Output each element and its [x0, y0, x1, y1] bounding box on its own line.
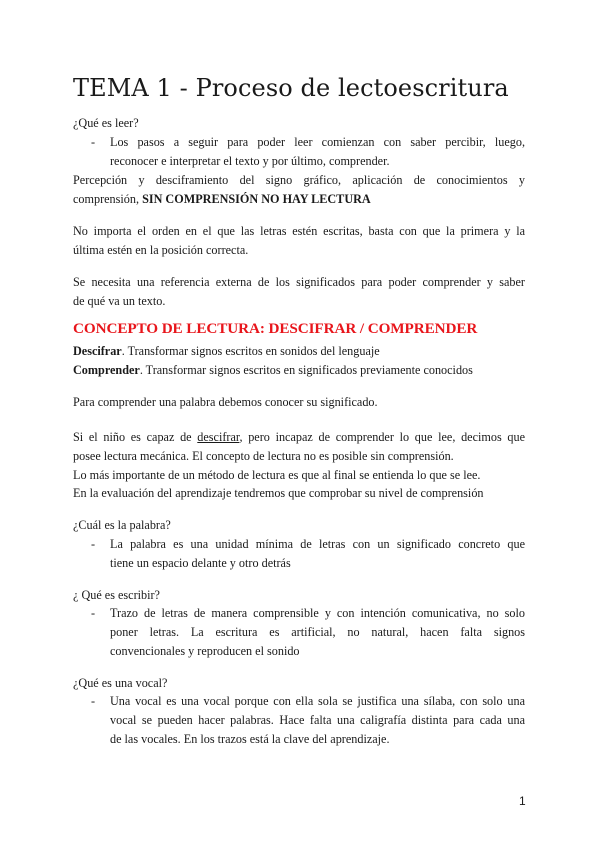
- paragraph-perception-prefix: comprensión,: [73, 192, 143, 206]
- q1-bullet-line-2: reconocer e interpretar el texto y por último, comprender.: [110, 154, 390, 168]
- bullet-dash: -: [91, 135, 96, 149]
- bullet-dash: -: [91, 537, 96, 551]
- paragraph-mechanical-reading-line-3: Lo más importante de un método de lectura es que al final se entienda lo que se lee.: [73, 468, 481, 482]
- mechanical-reading-text-b: , pero incapaz de comprender lo que lee, decimos que: [239, 430, 525, 444]
- bullet-dash: -: [91, 606, 96, 620]
- question-what-is-writing: ¿ Qué es escribir?: [73, 588, 160, 602]
- definition-comprender-text: . Transformar signos escritos en significados previamente conocidos: [139, 363, 473, 377]
- q3-bullet-line-1: Trazo de letras de manera comprensible y con intención comunicativa, no solo: [110, 606, 525, 620]
- section-heading-reading-concept: CONCEPTO DE LECTURA: DESCIFRAR / COMPRENDER: [73, 320, 478, 337]
- page-title: TEMA 1 - Proceso de lectoescritura: [73, 74, 509, 102]
- paragraph-mechanical-reading-line-1: [73, 428, 525, 447]
- q1-bullet-line-1: Los pasos a seguir para poder leer comienzan con saber percibir, luego,: [110, 135, 525, 149]
- q3-bullet-line-2: poner letras. La escritura es artificial, no natural, hacen falta signos: [110, 625, 525, 639]
- mechanical-reading-text-a: Si el niño es capaz de: [73, 430, 198, 444]
- term-descifrar: Descifrar: [73, 344, 122, 358]
- q2-bullet-line-1: La palabra es una unidad mínima de letras con un significado concreto que: [110, 537, 525, 551]
- underlined-descifrar: descifrar: [197, 430, 240, 444]
- paragraph-mechanical-reading-line-2: posee lectura mecánica. El concepto de lectura no es posible sin comprensión.: [73, 449, 454, 463]
- paragraph-mechanical-reading-line-4: En la evaluación del aprendizaje tendremos que comprobar su nivel de comprensión: [73, 486, 484, 500]
- question-what-is-word: ¿Cuál es la palabra?: [73, 518, 171, 532]
- paragraph-letter-order-line-1: No importa el orden en el que las letras estén escritas, basta con que la primera y la: [73, 224, 525, 238]
- q4-bullet-line-2: vocal se pueden hacer palabras. Hace falta una caligrafía distinta para cada una: [110, 713, 525, 727]
- paragraph-perception-line-2: [73, 190, 371, 209]
- term-comprender: Comprender: [73, 363, 140, 377]
- q3-bullet-line-3: convencionales y reproducen el sonido: [110, 644, 300, 658]
- page-number: 1: [519, 794, 526, 808]
- paragraph-external-reference-line-2: de qué va un texto.: [73, 294, 166, 308]
- paragraph-letter-order-line-2: última estén en la posición correcta.: [73, 243, 249, 257]
- question-what-is-reading: ¿Qué es leer?: [73, 116, 139, 130]
- definition-descifrar: [73, 342, 380, 361]
- q4-bullet-line-3: de las vocales. En los trazos está la clave del aprendizaje.: [110, 732, 390, 746]
- q2-bullet-line-2: tiene un espacio delante y otro detrás: [110, 556, 291, 570]
- paragraph-perception-line-1: Percepción y desciframiento del signo gráfico, aplicación de conocimientos y: [73, 173, 525, 187]
- bullet-dash: -: [91, 694, 96, 708]
- no-comprehension-emphasis: SIN COMPRENSIÓN NO HAY LECTURA: [142, 192, 371, 206]
- paragraph-external-reference-line-1: Se necesita una referencia externa de los significados para poder comprender y saber: [73, 275, 525, 289]
- q4-bullet-line-1: Una vocal es una vocal porque con ella sola se justifica una sílaba, con solo una: [110, 694, 525, 708]
- definition-descifrar-text: . Transformar signos escritos en sonidos del lenguaje: [121, 344, 380, 358]
- question-what-is-vowel: ¿Qué es una vocal?: [73, 676, 168, 690]
- definition-comprender: [73, 361, 473, 380]
- paragraph-word-meaning: Para comprender una palabra debemos conocer su significado.: [73, 395, 378, 409]
